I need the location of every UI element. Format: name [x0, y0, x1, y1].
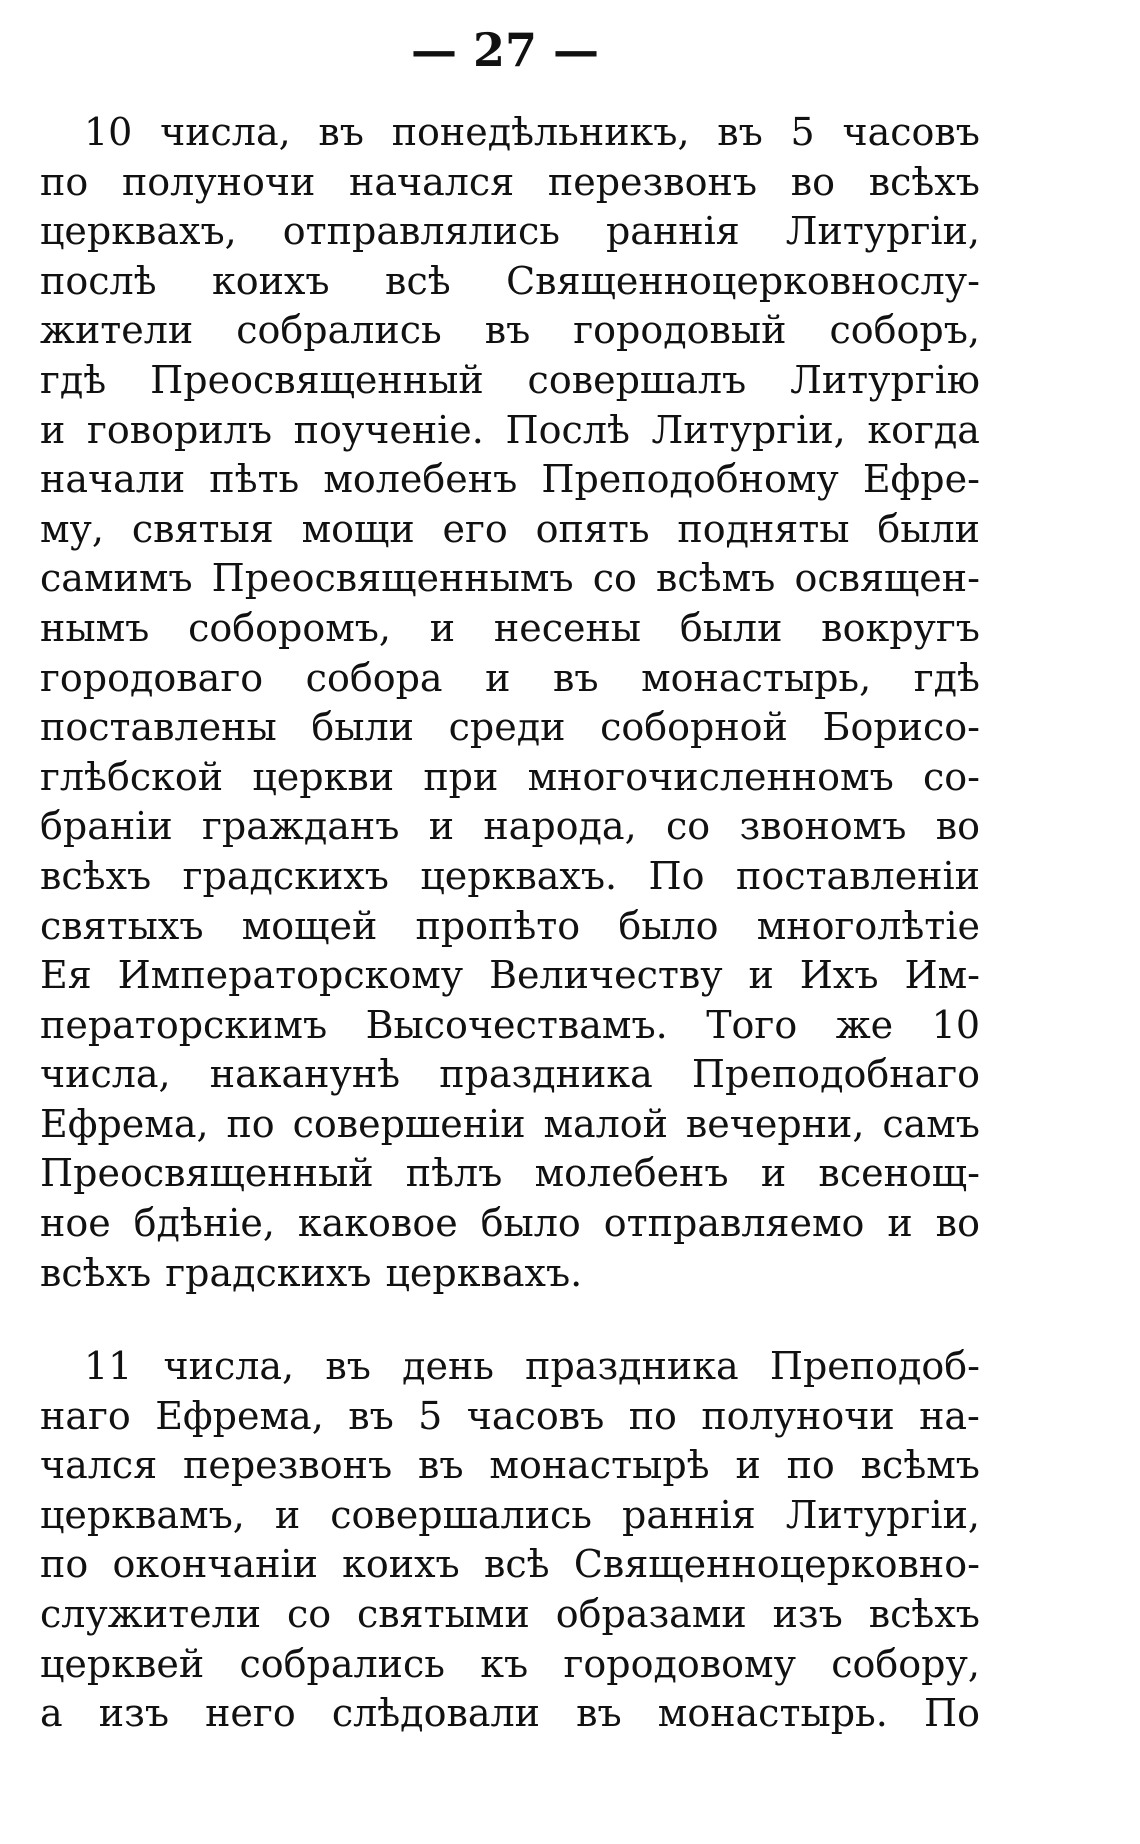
- word: всѣхъ: [868, 159, 980, 204]
- text-line: [40, 1050, 980, 1100]
- word: всѣхъ: [40, 853, 152, 898]
- word: говорилъ: [86, 407, 272, 452]
- text-line: [40, 455, 980, 505]
- word: поученіе.: [293, 407, 484, 452]
- word: перезвонъ: [547, 159, 758, 204]
- word: числа,: [160, 110, 291, 154]
- text-line: [40, 1100, 980, 1150]
- word: изъ: [772, 1591, 843, 1636]
- word: мощи: [301, 506, 415, 551]
- word: 11: [84, 1344, 133, 1388]
- word: церквахъ.: [385, 1250, 583, 1295]
- word: при: [423, 754, 499, 799]
- word: въ: [484, 308, 531, 353]
- word: Ея: [40, 953, 92, 998]
- word: всѣмъ: [860, 1443, 980, 1488]
- word: полуночи: [701, 1393, 895, 1438]
- word: собору,: [831, 1641, 980, 1686]
- text-line: [40, 1199, 980, 1249]
- word: городовый: [573, 308, 787, 353]
- word: Преосвященный: [150, 357, 484, 402]
- word: всѣмъ: [656, 556, 776, 601]
- text-line: [40, 1149, 980, 1199]
- word: перезвонъ: [183, 1443, 393, 1488]
- word: раннія: [605, 209, 740, 254]
- text-line: [40, 753, 980, 803]
- word: градскихъ: [182, 853, 389, 898]
- word: часовъ: [466, 1393, 605, 1438]
- word: градскихъ: [165, 1250, 372, 1295]
- word: служители: [40, 1591, 262, 1636]
- word: начался: [349, 159, 515, 204]
- word: святыя: [131, 506, 274, 551]
- word: во: [790, 159, 836, 204]
- word: въ: [417, 1443, 464, 1488]
- word: числа,: [163, 1344, 295, 1388]
- text-line: [40, 554, 980, 604]
- word: въ: [348, 1393, 394, 1438]
- word: церкви: [252, 754, 395, 799]
- text-line: [40, 108, 980, 158]
- word: освящен-: [794, 556, 980, 601]
- word: бдѣніе,: [133, 1201, 275, 1246]
- text-line: [40, 505, 980, 555]
- word: было: [618, 903, 719, 948]
- word: Послѣ: [505, 407, 630, 452]
- word: чался: [40, 1443, 158, 1488]
- text-line: [40, 902, 980, 952]
- text-line: [40, 1001, 980, 1051]
- word: часовъ: [842, 110, 980, 154]
- word: пѣть: [209, 457, 300, 502]
- word: несены: [493, 605, 642, 650]
- word: и: [485, 655, 511, 700]
- text-line: [40, 1249, 980, 1299]
- word: всенощ-: [818, 1151, 980, 1196]
- word: нымъ: [40, 605, 150, 650]
- word: отправляемо: [603, 1201, 865, 1246]
- word: Ефрема,: [155, 1393, 324, 1438]
- text-line: [40, 703, 980, 753]
- word: Литургію: [790, 357, 980, 402]
- word: наго: [40, 1393, 131, 1438]
- word: церквей: [40, 1641, 205, 1686]
- word: церквамъ,: [40, 1492, 245, 1537]
- word: всѣхъ: [40, 1250, 152, 1295]
- word: городоваго: [40, 655, 264, 700]
- word: окончаніи: [112, 1542, 318, 1587]
- word: собрались: [236, 308, 442, 353]
- word: 5: [790, 110, 815, 154]
- word: святыми: [357, 1591, 530, 1636]
- text-line: [40, 1540, 980, 1590]
- word: Преосвященнымъ: [211, 556, 574, 601]
- word: Преподобному: [541, 457, 839, 502]
- word: послѣ: [40, 258, 157, 303]
- word: совершеніи: [292, 1101, 526, 1146]
- text-line: [40, 1640, 980, 1690]
- word: въ: [325, 1344, 371, 1388]
- word: жители: [40, 308, 194, 353]
- word: Преподоб-: [769, 1344, 980, 1388]
- word: полуночи: [121, 159, 316, 204]
- word: во: [935, 1201, 980, 1246]
- word: соборъ,: [829, 308, 980, 353]
- word: гдѣ: [913, 655, 980, 700]
- word: Преосвященный: [40, 1151, 374, 1196]
- word: вечерни,: [685, 1101, 865, 1146]
- word: по: [40, 159, 89, 204]
- word: 10: [931, 1002, 980, 1047]
- word: него: [205, 1691, 296, 1736]
- text-line: [40, 1491, 980, 1541]
- word: Ефрема,: [40, 1101, 209, 1146]
- text-line: [40, 951, 980, 1001]
- word: изъ: [98, 1691, 169, 1736]
- word: со-: [923, 754, 980, 799]
- word: звономъ: [739, 804, 907, 849]
- text-line: [40, 158, 980, 208]
- word: церквахъ,: [40, 209, 237, 254]
- word: Ихъ: [799, 953, 879, 998]
- word: были: [311, 705, 414, 750]
- text-line: [40, 1441, 980, 1491]
- word: 10: [84, 110, 133, 154]
- word: пѣлъ: [405, 1151, 503, 1196]
- word: монастырь,: [641, 655, 872, 700]
- text-line: [40, 604, 980, 654]
- text-line: [40, 1689, 980, 1739]
- word: совершалъ: [527, 357, 747, 402]
- word: было: [480, 1201, 581, 1246]
- word: во: [935, 804, 980, 849]
- word: по: [786, 1443, 835, 1488]
- word: со: [592, 556, 637, 601]
- word: соборной: [600, 705, 788, 750]
- word: образами: [555, 1591, 747, 1636]
- word: многолѣтіе: [756, 903, 980, 948]
- word: Литургіи,: [785, 209, 980, 254]
- word: Высочествамъ.: [365, 1002, 668, 1047]
- word: понедѣльникъ,: [391, 110, 690, 154]
- word: собрались: [239, 1641, 445, 1686]
- word: По: [648, 853, 705, 898]
- paragraph-1: [40, 108, 980, 1298]
- word: вокругъ: [821, 605, 980, 650]
- word: Императорскому: [117, 953, 464, 998]
- word: народа,: [483, 804, 637, 849]
- word: мощей: [241, 903, 378, 948]
- word: Литургіи,: [651, 407, 846, 452]
- word: Священноцерковнослу-: [506, 258, 980, 303]
- word: праздника: [525, 1344, 739, 1388]
- word: и: [428, 804, 455, 849]
- word: глѣбской: [40, 754, 224, 799]
- word: коихъ: [342, 1542, 460, 1587]
- text-line: [40, 1342, 980, 1392]
- word: по: [628, 1393, 677, 1438]
- text-line: [40, 654, 980, 704]
- word: гдѣ: [40, 357, 107, 402]
- word: Им-: [904, 953, 980, 998]
- word: совершались: [330, 1492, 592, 1537]
- word: къ: [480, 1641, 529, 1686]
- word: Величеству: [489, 953, 723, 998]
- word: Литургіи,: [785, 1492, 980, 1537]
- word: въ: [552, 655, 599, 700]
- word: многочисленномъ: [527, 754, 894, 799]
- text-line: [40, 306, 980, 356]
- word: его: [442, 506, 508, 551]
- word: святыхъ: [40, 903, 204, 948]
- word: Ефре-: [862, 457, 980, 502]
- word: малой: [543, 1101, 668, 1146]
- word: поставлены: [40, 705, 277, 750]
- word: поставленіи: [736, 853, 980, 898]
- word: всѣ: [385, 258, 451, 303]
- text-line: [40, 1392, 980, 1442]
- word: въ: [576, 1691, 622, 1736]
- word: праздника: [439, 1052, 653, 1097]
- word: Священноцерковно-: [573, 1542, 980, 1587]
- word: Борисо-: [822, 705, 980, 750]
- word: по: [40, 1542, 89, 1587]
- word: молебенъ: [534, 1151, 729, 1196]
- word: городовому: [563, 1641, 796, 1686]
- word: на-: [919, 1393, 980, 1438]
- word: день: [402, 1344, 494, 1388]
- word: начали: [40, 457, 186, 502]
- text-line: [40, 1590, 980, 1640]
- word: же: [835, 1002, 894, 1047]
- word: со: [286, 1591, 332, 1636]
- text-line: [40, 802, 980, 852]
- word: му,: [40, 506, 104, 551]
- word: монастырѣ: [489, 1443, 710, 1488]
- word: браніи: [40, 804, 173, 849]
- word: и: [274, 1492, 301, 1537]
- text-line: [40, 406, 980, 456]
- word: а: [40, 1691, 63, 1736]
- word: По: [923, 1691, 980, 1736]
- word: церквахъ.: [420, 853, 618, 898]
- word: наканунѣ: [209, 1052, 401, 1097]
- word: Преподобнаго: [691, 1052, 980, 1097]
- word: соборомъ,: [188, 605, 392, 650]
- page-number: — 27 —: [410, 23, 600, 77]
- word: всѣхъ: [868, 1591, 980, 1636]
- word: коихъ: [212, 258, 330, 303]
- word: со: [665, 804, 711, 849]
- text-line: [40, 207, 980, 257]
- word: молебенъ: [323, 457, 518, 502]
- word: и: [735, 1443, 761, 1488]
- word: по: [226, 1101, 275, 1146]
- word: и: [760, 1151, 787, 1196]
- word: собора: [305, 655, 443, 700]
- text-line: [40, 257, 980, 307]
- word: когда: [867, 407, 980, 452]
- word: ное: [40, 1201, 111, 1246]
- word: были: [679, 605, 783, 650]
- word: опять: [535, 506, 650, 551]
- word: 5: [418, 1393, 443, 1438]
- word: въ: [717, 110, 763, 154]
- word: подняты: [677, 506, 850, 551]
- word: раннія: [622, 1492, 756, 1537]
- word: и: [429, 605, 456, 650]
- word: въ: [318, 110, 364, 154]
- word: всѣ: [484, 1542, 550, 1587]
- word: ператорскимъ: [40, 1002, 328, 1047]
- word: были: [877, 506, 980, 551]
- word: монастырь.: [657, 1691, 888, 1736]
- word: отправлялись: [282, 209, 560, 254]
- word: самъ: [882, 1101, 980, 1146]
- word: пропѣто: [415, 903, 581, 948]
- word: и: [40, 407, 66, 452]
- word: и: [748, 953, 774, 998]
- text-line: [40, 356, 980, 406]
- word: среди: [448, 705, 566, 750]
- word: и: [887, 1201, 913, 1246]
- paragraph-2: [40, 1342, 980, 1739]
- word: гражданъ: [201, 804, 400, 849]
- word: Того: [706, 1002, 798, 1047]
- word: каковое: [297, 1201, 458, 1246]
- word: самимъ: [40, 556, 193, 601]
- word: слѣдовали: [331, 1691, 540, 1736]
- word: числа,: [40, 1052, 171, 1097]
- text-line: [40, 852, 980, 902]
